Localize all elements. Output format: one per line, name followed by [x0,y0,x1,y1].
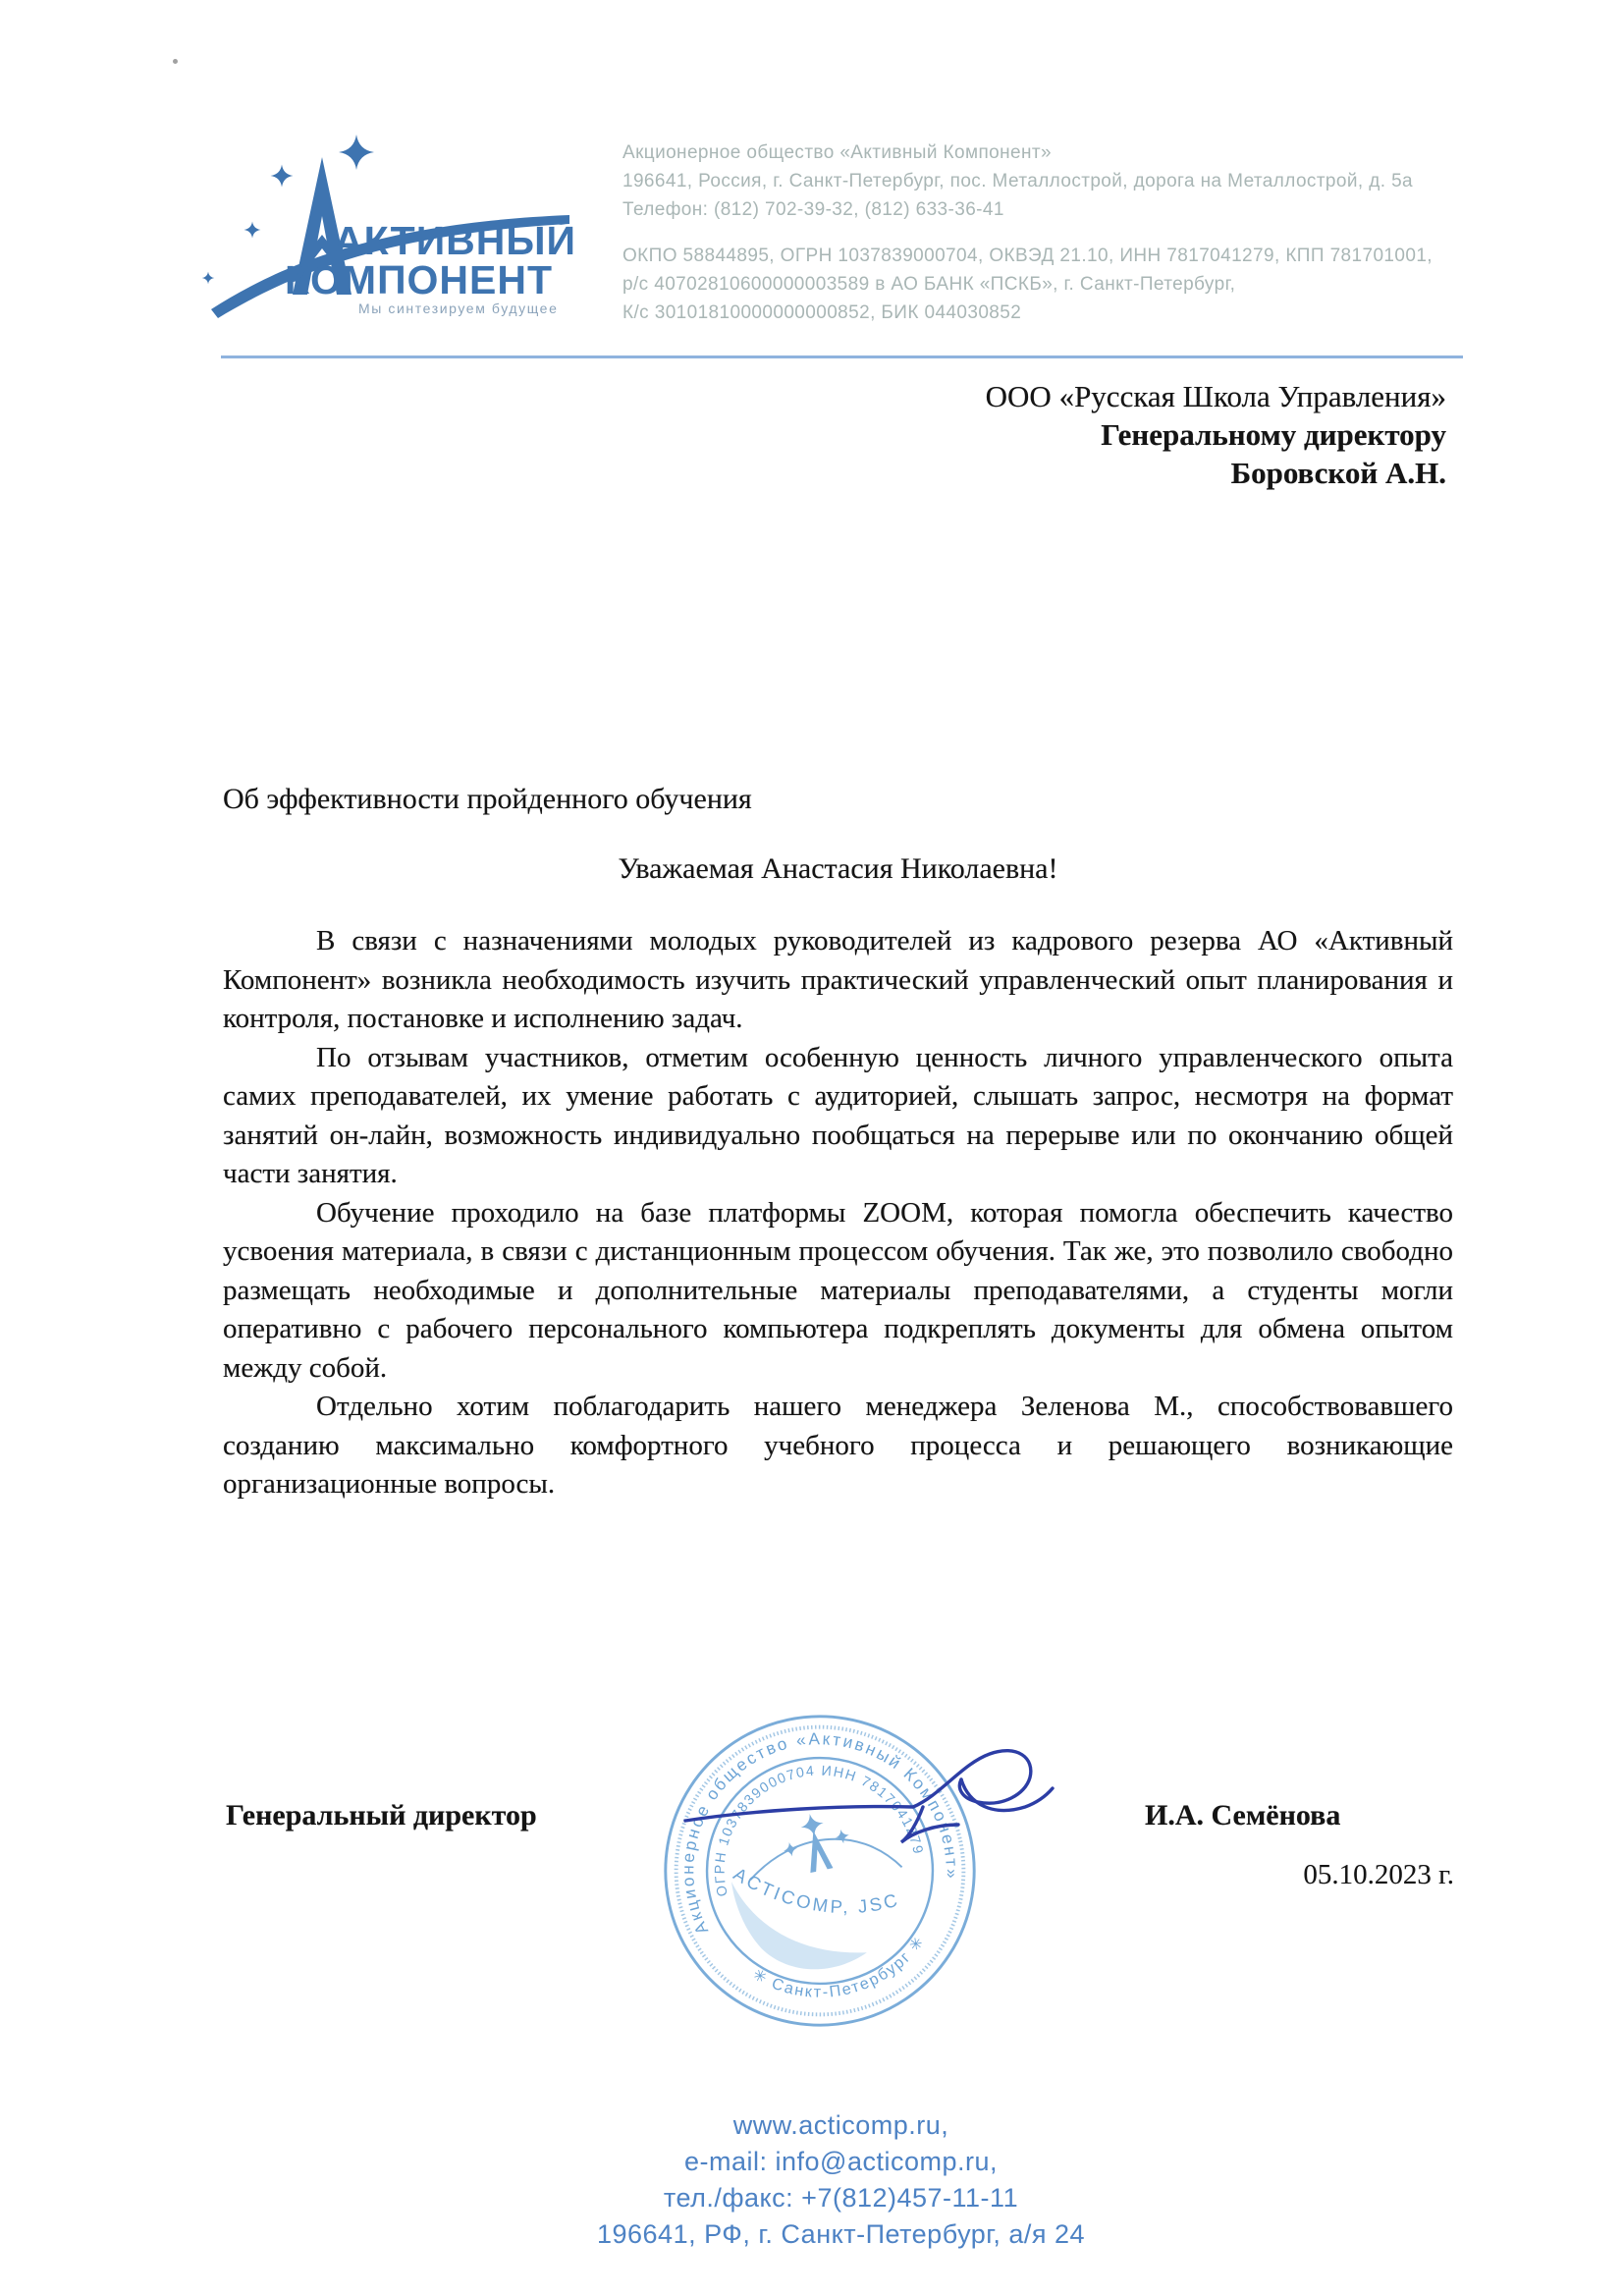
subject-line: Об эффективности пройденного обучения [223,783,752,815]
logo-star-icon [244,222,261,239]
signer-name: И.А. Семёнова [1145,1799,1341,1831]
header-okpo-line: ОКПО 58844895, ОГРН 1037839000704, ОКВЭД 21.10, ИНН 7817041279, КПП 781701001, [622,246,1433,266]
letter-date: 05.10.2023 г. [1303,1859,1454,1890]
logo-tagline: Мы синтезируем будущее [358,301,559,316]
logo-text-line2: КОМПОНЕНТ [285,257,554,302]
signer-position: Генеральный директор [226,1799,537,1831]
paragraph-4: Отдельно хотим поблагодарить нашего менеджера Зеленова М., способствовавшего созданию максимально комфортного учебного процесса и решающего возникающие организационные вопросы. [223,1391,1453,1500]
header-phone-line: Телефон: (812) 702-39-32, (812) 633-36-41 [622,199,1004,220]
company-logo [157,110,579,321]
salutation: Уважаемая Анастасия Николаевна! [618,852,1058,885]
logo-star-icon [339,135,374,170]
signature-stroke [685,1751,1031,1821]
header-company-line: Акционерное общество «Активный Компонент» [622,142,1052,163]
paragraph-1: В связи с назначениями молодых руководителей из кадрового резерва АО «Активный Компонент» возникла необходимость изучить практический управленческий опыт планирования и контроля, постановке и исполнению задач. [223,925,1453,1034]
stamp-center-text: ACTICOMP, JSC [730,1863,902,1918]
header-divider [221,355,1463,358]
footer-contacts [226,2107,1456,2253]
footer-website: www.acticomp.ru, [732,2110,949,2140]
header-address-line: 196641, Россия, г. Санкт-Петербург, пос. Металлострой, дорога на Металлострой, д. 5а [622,171,1414,191]
logo-text-line1: АКТИВНЫЙ [334,218,576,263]
paragraph-3: Обучение проходило на базе платформы ZOOM, которая помогла обеспечить качество усвоения материала, в связи с дистанционным процессом обучения. Так же, это позволило свободно размещать необходимые и дополнительные материалы преподавателями, а студенты могли оперативно с рабочего персонального компьютера подкреплять документы для обмена опытом между собой. [223,1196,1453,1384]
footer-email: e-mail: info@acticomp.ru, [683,2147,998,2176]
logo-star-icon [271,165,294,188]
stamp-outer-text: Акционерное общество «Активный Компонент» [677,1728,962,1939]
logo-star-icon [202,272,214,284]
footer-phone: тел./факс: +7(812)457-11-11 [663,2183,1019,2213]
signature-stroke [901,1807,958,1842]
stamp-bottom-text: ✳ Санкт-Петербург ✳ [749,1932,929,2001]
recipient-block [986,377,1446,492]
signature-stroke [961,1779,1053,1811]
stamp-inner-text: ОГРН 1037839000704 ИНН 7817041279 [712,1763,926,1898]
footer-address: 196641, РФ, г. Санкт-Петербург, а/я 24 [596,2219,1086,2249]
recipient-company: ООО «Русская Школа Управления» [985,379,1446,413]
header-requisites-block [622,242,1433,327]
header-company-block [622,138,1413,224]
director-signature [677,1746,1060,1854]
scan-speck [173,59,178,64]
recipient-position: Генеральному директору [1101,417,1446,452]
header-corr-line: К/с 30101810000000000852, БИК 044030852 [622,302,1022,323]
recipient-name: Боровской А.Н. [1230,456,1446,490]
company-stamp [625,1676,1014,2065]
paragraph-2: По отзывам участников, отметим особенную ценность личного управленческого опыта самих преподавателей, их умение работать с аудиторией, слышать запрос, несмотря на формат занятий он-лайн, возможность индивидуально пообщаться на перерыве или по окончанию общей части занятия. [223,1041,1453,1189]
letter-body [223,922,1453,1504]
header-account-line: р/с 40702810600000003589 в АО БАНК «ПСКБ», г. Санкт-Петербург, [622,274,1236,295]
